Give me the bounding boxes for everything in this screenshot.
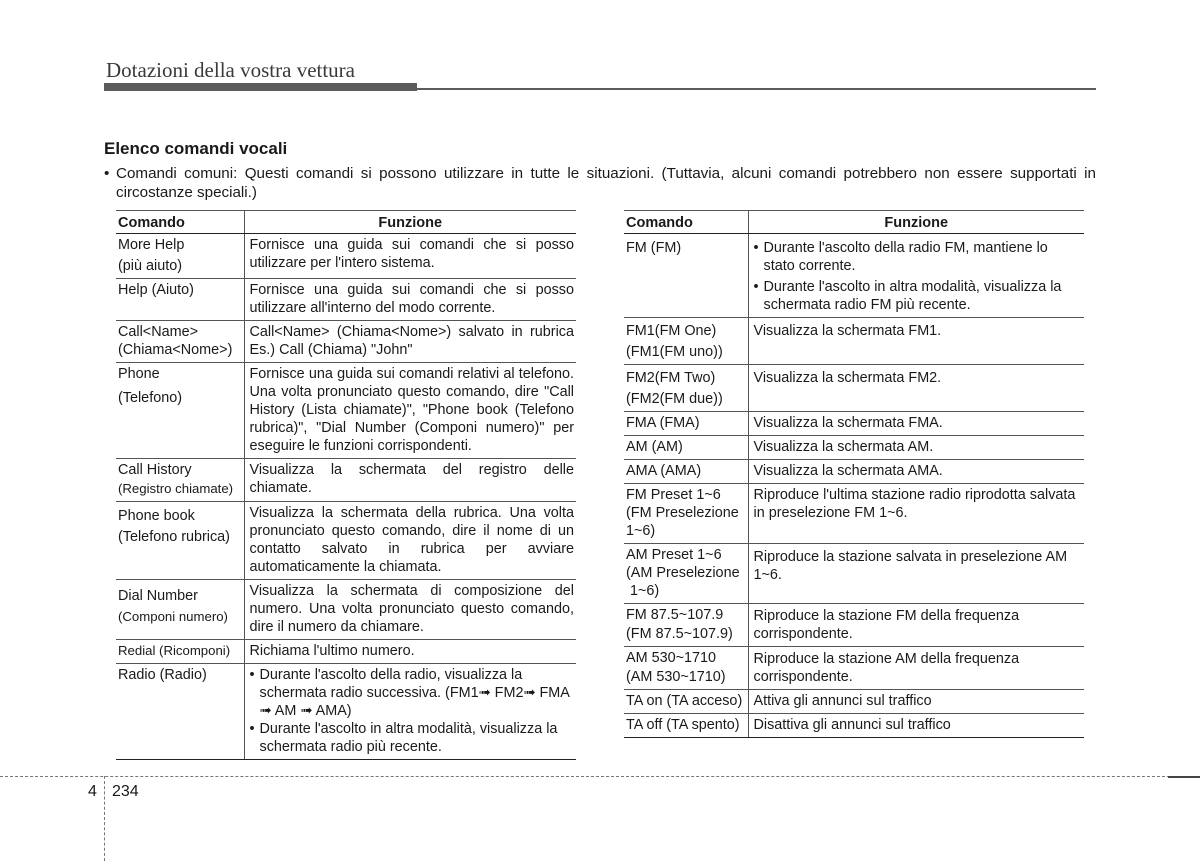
command-name: Dial Number: [118, 588, 198, 604]
table-row: [624, 714, 1084, 738]
command-function: Visualizza la schermata della rubrica. Una volta pronunciato questo comando, dire il nome di un contatto salvato in rubrica per avviare automaticamente la chiamata.: [244, 502, 576, 580]
command-name: TA on (TA acceso): [626, 693, 743, 709]
intro-text: Comandi comuni: Questi comandi si possono utilizzare in tutte le situazioni. (Tuttavia, alcuni comandi potrebbero non essere supportati in circostanze speciali.): [116, 165, 1096, 201]
intro-paragraph: [104, 164, 1096, 202]
section-heading: Elenco comandi vocali: [104, 139, 288, 158]
command-function: Riproduce l'ultima stazione radio riprodotta salvata in preselezione FM 1~6.: [748, 484, 1084, 544]
table-row: [624, 647, 1084, 690]
command-function: Richiama l'ultimo numero.: [244, 640, 576, 664]
function-bullet-item: • Durante l'ascolto in altra modalità, visualizza la schermata radio FM più recente.: [753, 279, 1062, 313]
table-row: [624, 690, 1084, 714]
command-translation: (AM Preselezione: [626, 565, 740, 581]
table-row: [116, 502, 576, 580]
table-header-row: [624, 211, 1084, 234]
table-row: [116, 640, 576, 664]
command-function: [748, 234, 1084, 318]
command-function: Fornisce una guida sui comandi relativi al telefono. Una volta pronunciato questo comando, dire "Call History (Lista chiamate)", "Phone book (Telefono rubrica)", "Dial Number (Componi numero)" per eseguire le funzioni corrispondenti.: [244, 363, 576, 459]
column-header-command: Comando: [116, 211, 244, 234]
command-name: FM Preset 1~6: [626, 487, 721, 503]
footer-rule-end: [1168, 776, 1200, 778]
command-function: Attiva gli annunci sul traffico: [748, 690, 1084, 714]
bullet-dot-icon: •: [753, 240, 759, 256]
bullet-dot-icon: •: [249, 667, 255, 683]
column-header-function: Funzione: [748, 211, 1084, 234]
table-row: [624, 484, 1084, 544]
command-function: Riproduce la stazione FM della frequenza corrispondente.: [748, 604, 1084, 647]
table-row: [116, 459, 576, 502]
commands-table-right: [624, 210, 1084, 738]
command-translation: (AM 530~1710): [626, 669, 726, 685]
footer-dashed-rule: [0, 776, 1200, 777]
bullet-dot-icon: •: [753, 279, 759, 295]
table-row: [116, 664, 576, 760]
command-translation: (Componi numero): [118, 609, 228, 624]
command-name: Call History: [118, 462, 192, 478]
command-function: Visualizza la schermata FM2.: [748, 365, 1084, 412]
command-function: Visualizza la schermata di composizione del numero. Una volta pronunciato questo comando, dire il numero da chiamare.: [244, 580, 576, 640]
command-name: Phone book: [118, 508, 195, 524]
command-name: AM 530~1710: [626, 650, 717, 666]
command-translation: (Registro chiamate): [118, 481, 234, 496]
command-name: AM (AM): [626, 439, 683, 455]
table-row: [624, 460, 1084, 484]
command-translation: (FM1(FM uno)): [626, 344, 723, 360]
command-function: Riproduce la stazione salvata in preselezione AM 1~6.: [748, 544, 1084, 604]
command-name: FM2(FM Two): [626, 370, 716, 386]
command-function: Visualizza la schermata AM.: [748, 436, 1084, 460]
page-number: 234: [112, 783, 139, 800]
table-header-row: [116, 211, 576, 234]
command-translation: 1~6): [626, 583, 660, 599]
table-row: [116, 234, 576, 279]
bullet-dot-icon: •: [249, 721, 255, 737]
command-translation: 1~6): [626, 523, 656, 539]
command-name: More Help: [118, 237, 185, 253]
function-bullet-list: [250, 666, 575, 756]
command-function: Fornisce una guida sui comandi che si posso utilizzare per l'intero sistema.: [244, 234, 576, 279]
chapter-number: 4: [88, 783, 97, 800]
command-function: Fornisce una guida sui comandi che si posso utilizzare all'interno del modo corrente.: [244, 279, 576, 321]
table-row: [624, 412, 1084, 436]
intro-bullet: •: [104, 165, 110, 182]
command-function: [244, 664, 576, 760]
command-function: Visualizza la schermata FM1.: [748, 318, 1084, 365]
table-row: [116, 279, 576, 321]
command-name: Help (Aiuto): [118, 282, 194, 298]
column-header-command: Comando: [624, 211, 748, 234]
command-name: FMA (FMA): [626, 415, 700, 431]
table-row: [624, 436, 1084, 460]
command-name: AM Preset 1~6: [626, 547, 722, 563]
command-name: AMA (AMA): [626, 463, 702, 479]
table-row: [116, 580, 576, 640]
command-name: Redial (Ricomponi): [118, 643, 231, 658]
command-translation: (FM 87.5~107.9): [626, 626, 733, 642]
function-bullet-item: • Durante l'ascolto della radio, visualizza la schermata radio successiva. (FM1➟ FM2➟ FMA ➟ AM ➟ AMA): [249, 667, 570, 719]
table-row: [116, 363, 576, 459]
footer-vertical-rule: [104, 776, 105, 861]
command-name: FM 87.5~107.9: [626, 607, 724, 623]
command-function: Disattiva gli annunci sul traffico: [748, 714, 1084, 738]
command-name: Phone: [118, 366, 160, 382]
table-row: [624, 365, 1084, 412]
header-rule-thick: [104, 83, 417, 91]
command-name: TA off (TA spento): [626, 717, 740, 733]
command-function: Visualizza la schermata FMA.: [748, 412, 1084, 436]
command-translation: (Telefono): [118, 390, 182, 406]
command-translation: (più aiuto): [118, 258, 182, 274]
table-row: [624, 318, 1084, 365]
command-name: FM1(FM One): [626, 323, 717, 339]
column-header-function: Funzione: [244, 211, 576, 234]
table-row: [624, 544, 1084, 604]
command-function: Visualizza la schermata del registro delle chiamate.: [244, 459, 576, 502]
table-row: [624, 234, 1084, 318]
function-bullet-list: [754, 239, 1083, 314]
command-translation: (FM Preselezione: [626, 505, 739, 521]
table-row: [116, 321, 576, 363]
command-name: FM (FM): [626, 240, 682, 256]
header-rule-thin: [417, 88, 1096, 90]
command-translation: (FM2(FM due)): [626, 391, 723, 407]
command-function: Call<Name> (Chiama<Nome>) salvato in rubrica Es.) Call (Chiama) "John": [244, 321, 576, 363]
function-bullet-item: • Durante l'ascolto in altra modalità, visualizza la schermata radio più recente.: [249, 721, 558, 755]
function-bullet-item: • Durante l'ascolto della radio FM, mantiene lo stato corrente.: [753, 240, 1048, 274]
command-name: Call<Name>: [118, 324, 198, 340]
command-function: Riproduce la stazione AM della frequenza corrispondente.: [748, 647, 1084, 690]
command-translation: (Telefono rubrica): [118, 529, 230, 545]
page-header-title: Dotazioni della vostra vettura: [106, 58, 355, 82]
command-translation: (Chiama<Nome>): [118, 342, 233, 358]
command-function: Visualizza la schermata AMA.: [748, 460, 1084, 484]
table-row: [624, 604, 1084, 647]
commands-table-left: [116, 210, 576, 760]
command-name: Radio (Radio): [118, 667, 207, 683]
